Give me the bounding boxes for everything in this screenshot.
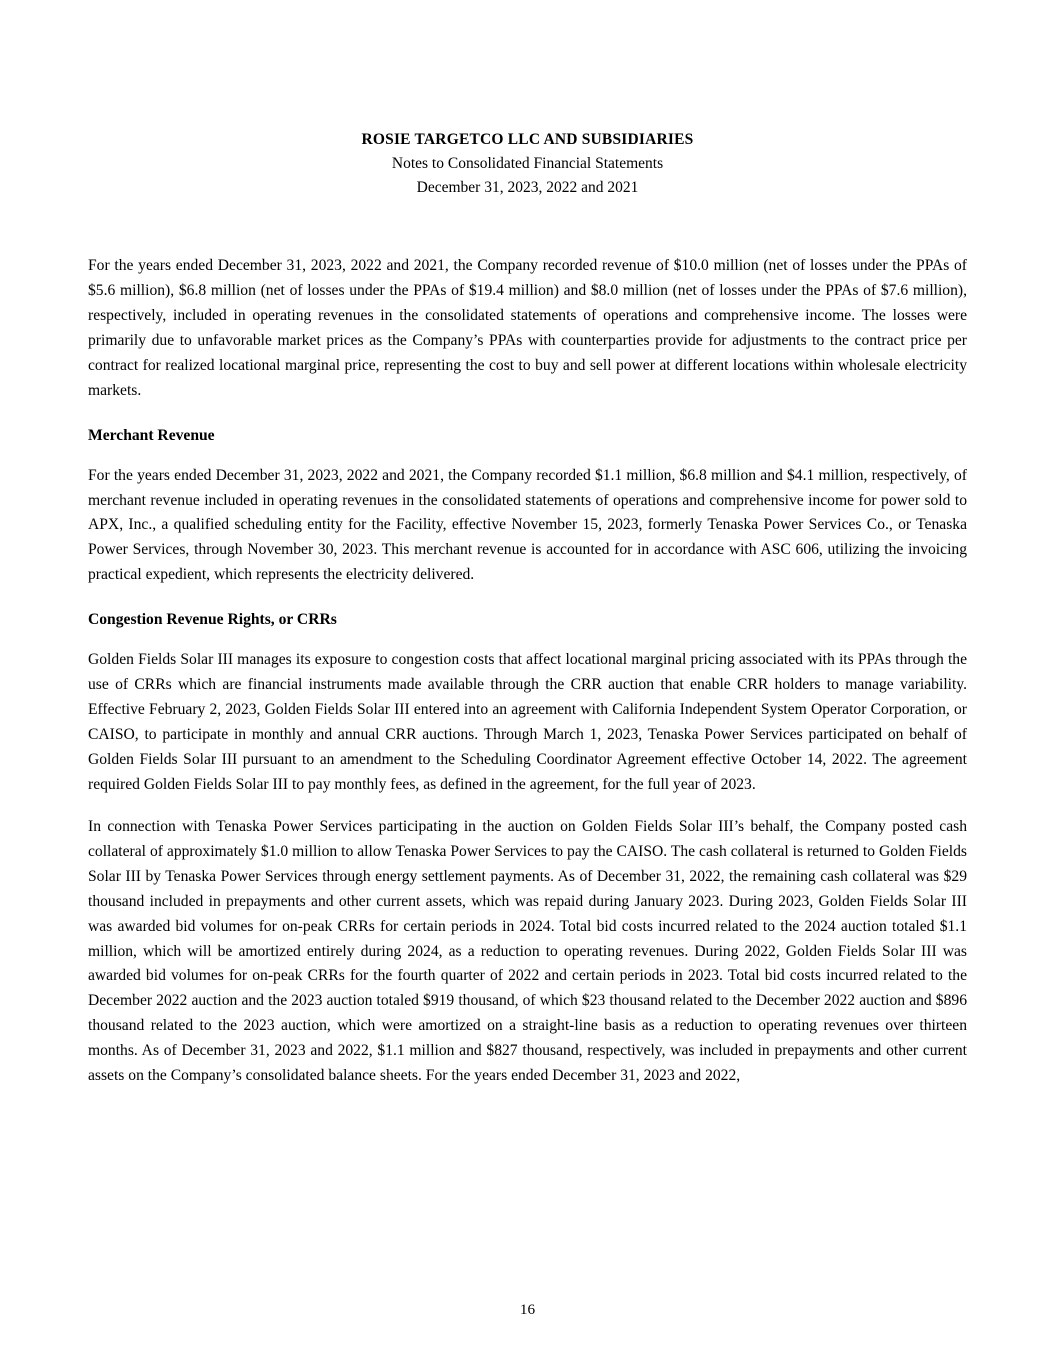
section-heading-merchant-revenue: Merchant Revenue: [88, 426, 215, 444]
statement-title: Notes to Consolidated Financial Statements: [391, 155, 664, 173]
company-name: ROSIE TARGETCO LLC AND SUBSIDIARIES: [361, 131, 694, 148]
paragraph-crr-collateral: In connection with Tenaska Power Services participating in the auction on Golden Fields Solar III’s behalf, the Company posted cash collateral of approximately $1.0 million to allow Tenaska Power Services to pay the CAISO. The cash collateral is returned to Golden Fields Solar III by Tenaska Power Services through energy settlement payments. As of December 31, 2022, the remaining cash collateral was $29 thousand included in prepayments and other current assets, which was repaid during January 2023. During 2023, Golden Fields Solar III was awarded bid volumes for on-peak CRRs for certain periods in 2024. Total bid costs incurred related to the 2024 auction totaled $1.1 million, which will be amortized entirely during 2024, as a reduction to operating revenues. During 2022, Golden Fields Solar III was awarded bid volumes for on-peak CRRs for the fourth quarter of 2022 and certain periods in 2023. Total bid costs incurred related to the December 2022 auction and the 2023 auction totaled $919 thousand, of which $23 thousand related to the December 2022 auction and $896 thousand related to the 2023 auction, which were amortized on a straight-line basis as a reduction to operating revenues over thirteen months. As of December 31, 2023 and 2022, $1.1 million and $827 thousand, respectively, was included in prepayments and other current assets on the Company’s consolidated balance sheets. For the years ended December 31, 2023 and 2022,: [88, 817, 967, 1085]
section-heading-congestion-revenue-rights: Congestion Revenue Rights, or CRRs: [88, 611, 337, 629]
paragraph-crr-overview: Golden Fields Solar III manages its exposure to congestion costs that affect locational marginal pricing associated with its PPAs through the use of CRRs which are financial instruments made available through the CRR auction that enable CRR holders to manage variability. Effective February 2, 2023, Golden Fields Solar III entered into an agreement with California Independent System Operator Corporation, or CAISO, to participate in monthly and annual CRR auctions. Through March 1, 2023, Tenaska Power Services participated on behalf of Golden Fields Solar III pursuant to an amendment to the Scheduling Coordinator Agreement effective October 14, 2022. The agreement required Golden Fields Solar III to pay monthly fees, as defined in the agreement, for the full year of 2023.: [88, 651, 967, 793]
paragraph-revenue-ppas: For the years ended December 31, 2023, 2022 and 2021, the Company recorded revenue of $10.0 million (net of losses under the PPAs of $5.6 million), $6.8 million (net of losses under the PPAs of $19.4 million) and $8.0 million (net of losses under the PPAs of $7.6 million), respectively, included in operating revenues in the consolidated statements of operations and comprehensive income. The losses were primarily due to unfavorable market prices as the Company’s PPAs with counterparties provide for adjustments to the contract price per contract for realized locational marginal price, representing the cost to buy and sell power at different locations within wholesale electricity markets.: [88, 257, 967, 399]
paragraph-merchant-revenue: For the years ended December 31, 2023, 2022 and 2021, the Company recorded $1.1 million, $6.8 million and $4.1 million, respectively, of merchant revenue included in operating revenues in the consolidated statements of operations and comprehensive income for power sold to APX, Inc., a qualified scheduling entity for the Facility, effective November 15, 2023, formerly Tenaska Power Services Co., or Tenaska Power Services, through November 30, 2023. This merchant revenue is accounted for in accordance with ASC 606, utilizing the invoicing practical expedient, which represents the electricity delivered.: [88, 466, 967, 584]
page-number: 16: [519, 1301, 536, 1318]
page-header: [88, 128, 967, 200]
document-body: [88, 254, 967, 1089]
statement-period: December 31, 2023, 2022 and 2021: [416, 179, 639, 197]
